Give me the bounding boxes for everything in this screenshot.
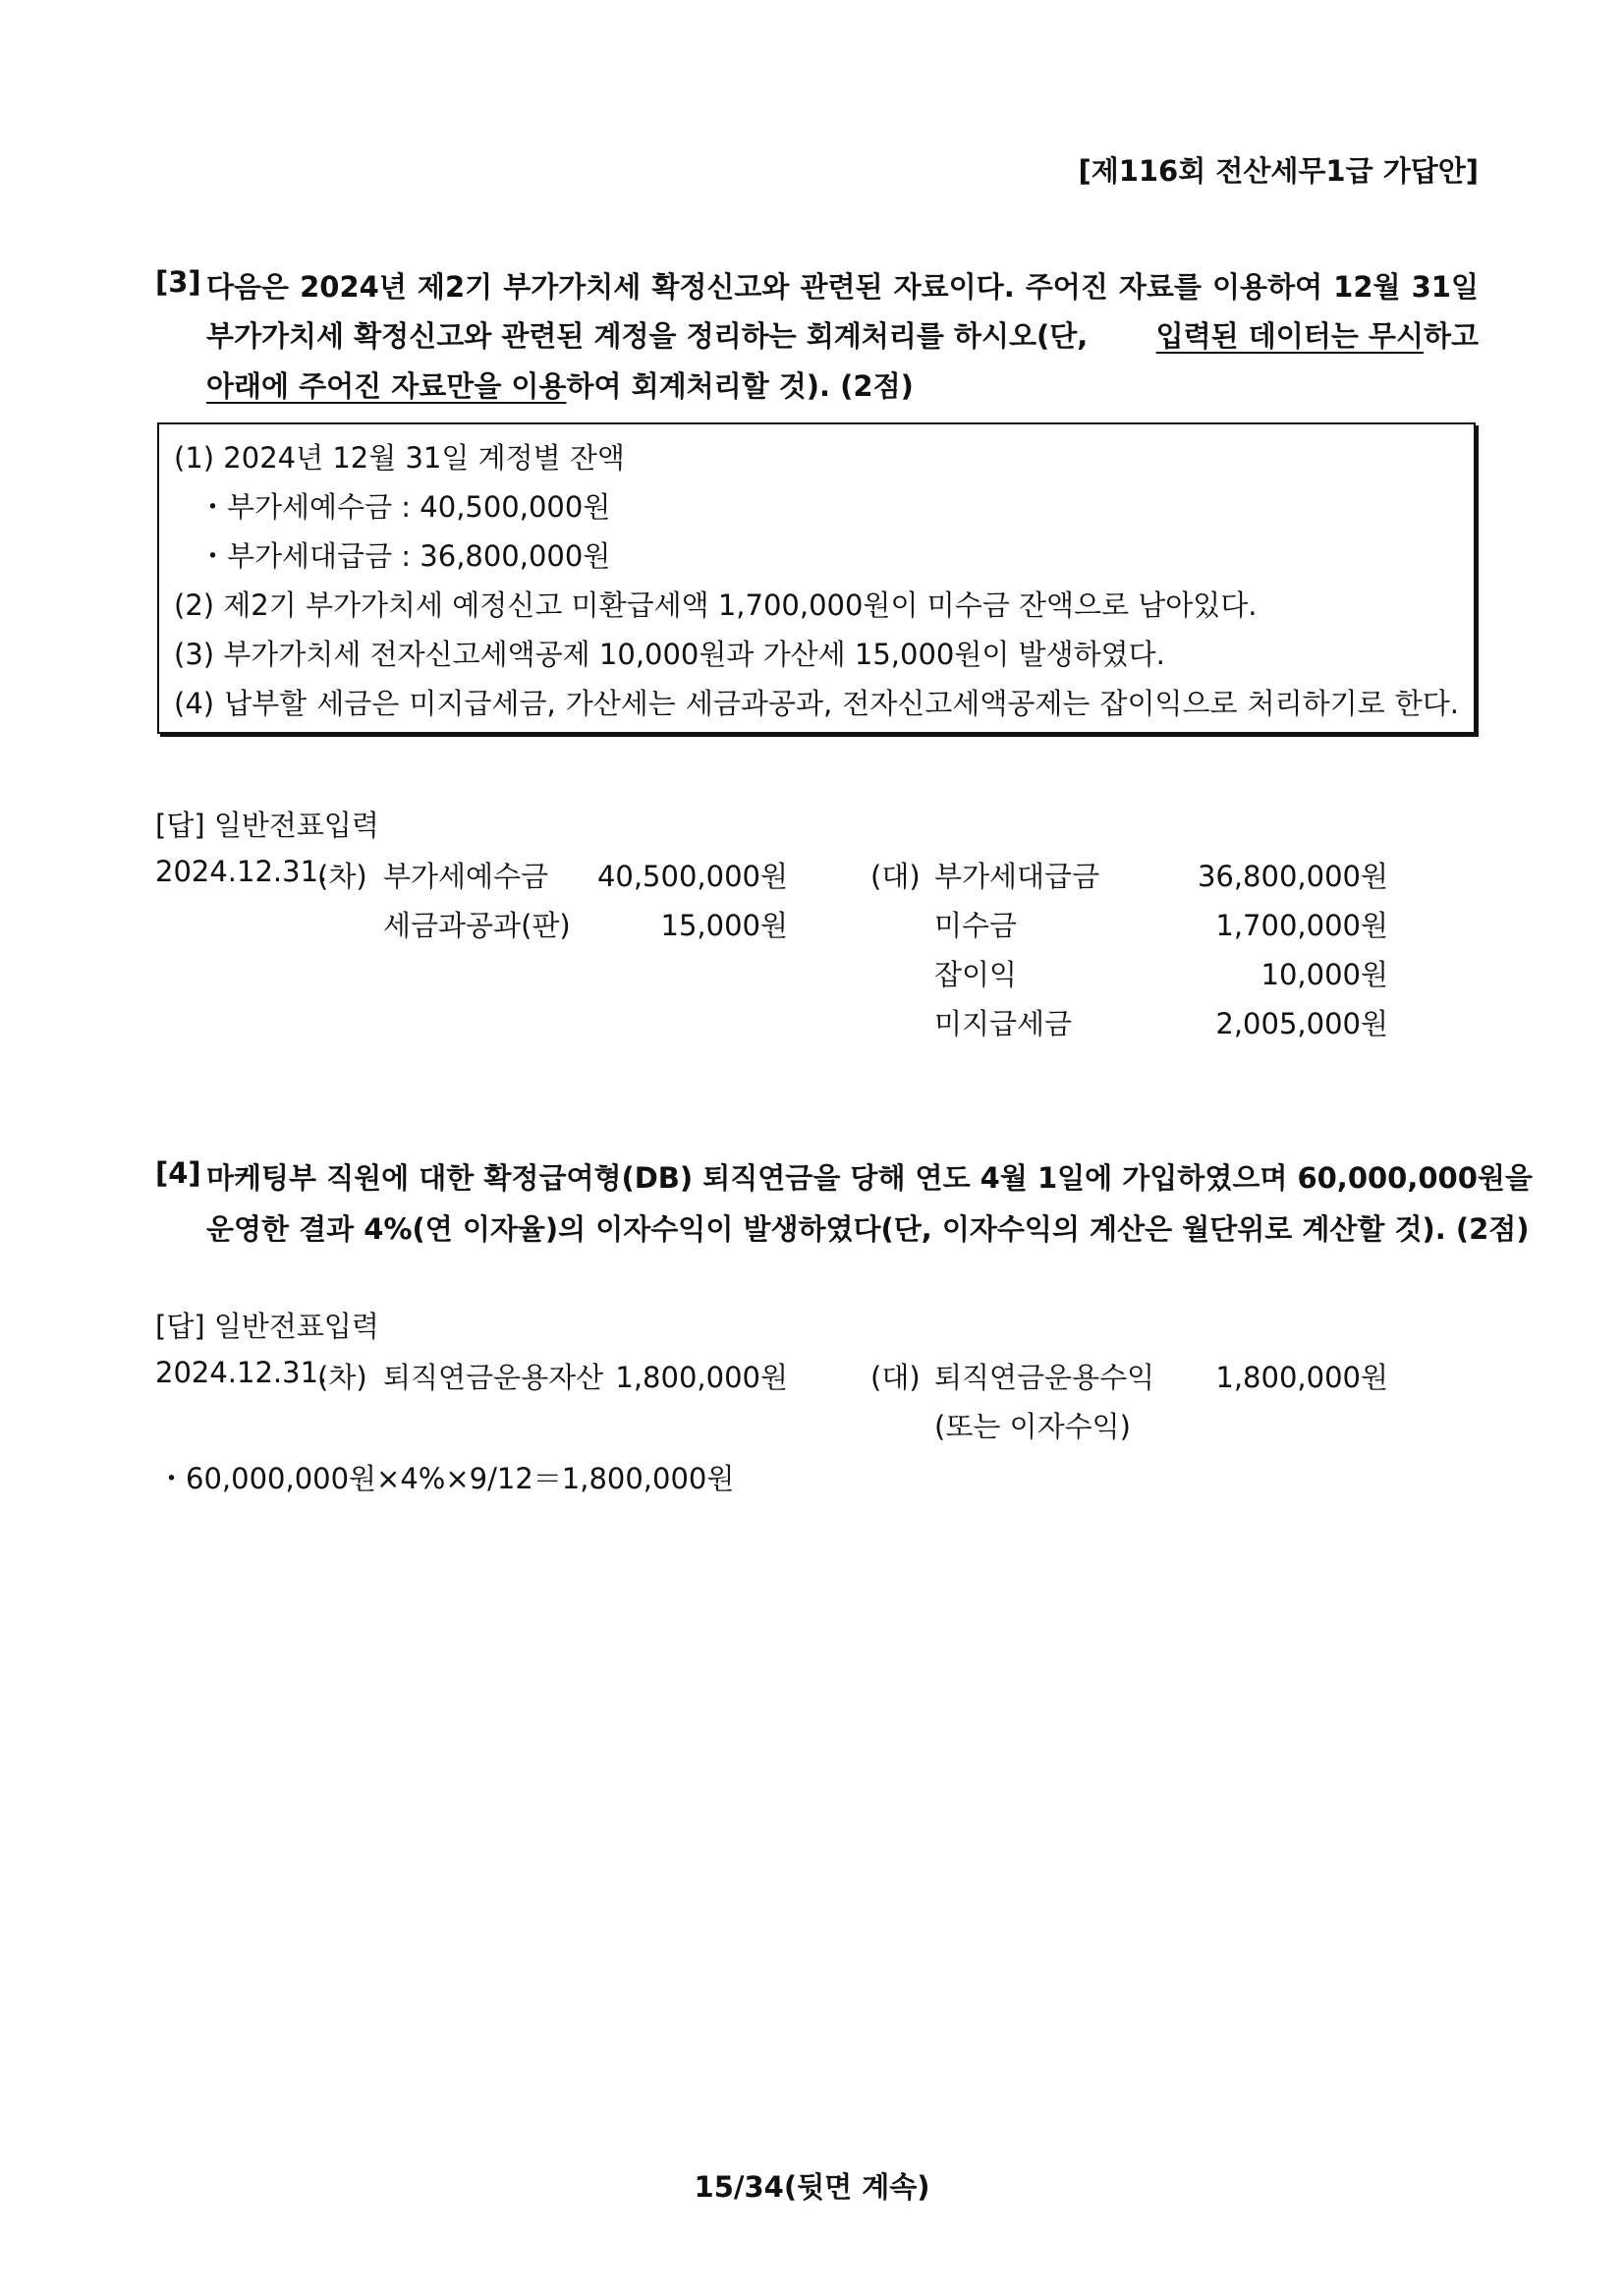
question-4-line-1: 마케팅부 직원에 대한 확정급여형(DB) 퇴직연금을 당해 연도 4월 1일에 가입하였으며 60,000,000원을 (206, 1161, 1533, 1195)
question-3-line-1: 다음은 2024년 제2기 부가가치세 확정신고와 관련된 자료이다. 주어진 자료를 이용하여 12월 31일 (206, 270, 1479, 304)
answer-3-debit-amount-2: 15,000원 (660, 909, 788, 942)
question-3-line-2 (206, 314, 1479, 355)
answer-3-label: [답] 일반전표입력 (155, 809, 379, 842)
question-4-line-2: 운영한 결과 4%(연 이자율)의 이자수익이 발생하였다(단, 이자수익의 계산은 월단위로 계산할 것). (2점) (206, 1212, 1530, 1246)
answer-4-debit-mark: (차) (317, 1361, 367, 1394)
answer-3-credit-account-1: 부가세대급금 (934, 860, 1100, 893)
answer-4-debit-amount: 1,800,000원 (615, 1361, 788, 1394)
question-3-underline-1: 입력된 데이터는 무시 (1155, 319, 1424, 353)
answer-3-credit-mark: (대) (870, 860, 921, 893)
question-3-line-2a: 부가가치세 확정신고와 관련된 계정을 정리하는 회계처리를 하시오(단, (206, 319, 1089, 353)
answer-3-date: 2024.12.31. (155, 855, 328, 888)
question-3-line-3b: 하여 회계처리할 것). (2점) (566, 369, 914, 403)
answer-4-credit-note: (또는 이자수익) (934, 1410, 1131, 1443)
answer-3-credit-account-4: 미지급세금 (934, 1007, 1073, 1040)
question-4-number: [4] (155, 1156, 201, 1190)
box-item-1: (1) 2024년 12월 31일 계정별 잔액 (174, 441, 625, 475)
answer-3-debit-account-2: 세금과공과(판) (383, 909, 571, 942)
box-item-4: (4) 납부할 세금은 미지급세금, 가산세는 세금과공과, 전자신고세액공제는 잡이익으로 처리하기로 한다. (174, 687, 1459, 720)
question-3-line-3 (206, 364, 914, 405)
answer-4-label: [답] 일반전표입력 (155, 1310, 379, 1343)
answer-4-credit-mark: (대) (870, 1361, 921, 1394)
answer-3-credit-account-2: 미수금 (934, 909, 1018, 942)
answer-4-calculation: ・60,000,000원×4%×9/12＝1,800,000원 (157, 1462, 735, 1495)
answer-3-credit-amount-1: 36,800,000원 (1197, 860, 1388, 893)
box-item-3: (3) 부가가치세 전자신고세액공제 10,000원과 가산세 15,000원이 발생하였다. (174, 638, 1165, 671)
question-3-underline-2: 아래에 주어진 자료만을 이용 (206, 369, 567, 403)
answer-3-credit-amount-3: 10,000원 (1260, 958, 1388, 991)
box-bullet-1: ・부가세예수금 : 40,500,000원 (198, 490, 611, 524)
answer-4-credit-account: 퇴직연금운용수익 (934, 1361, 1155, 1394)
answer-3-debit-account-1: 부가세예수금 (383, 860, 549, 893)
answer-4-debit-account: 퇴직연금운용자산 (383, 1361, 604, 1394)
answer-3-credit-amount-4: 2,005,000원 (1215, 1007, 1388, 1040)
answer-3-debit-amount-1: 40,500,000원 (596, 860, 788, 893)
answer-4-credit-amount: 1,800,000원 (1215, 1361, 1388, 1394)
box-item-2: (2) 제2기 부가가치세 예정신고 미환급세액 1,700,000원이 미수금 잔액으로 남아있다. (174, 588, 1258, 622)
answer-3-credit-amount-2: 1,700,000원 (1215, 909, 1388, 942)
answer-4-date: 2024.12.31. (155, 1356, 328, 1389)
page-footer: 15/34(뒷면 계속) (694, 2170, 930, 2204)
question-3-line-2c: 하고 (1423, 319, 1479, 353)
box-bullet-2: ・부가세대급금 : 36,800,000원 (198, 539, 611, 573)
question-3-data-box (157, 422, 1476, 734)
answer-3-credit-account-3: 잡이익 (934, 958, 1018, 991)
question-3-line-2-tail (1156, 314, 1479, 355)
page-header: [제116회 전산세무1급 가답안] (1078, 154, 1479, 188)
answer-3-debit-mark: (차) (317, 860, 367, 893)
question-3-number: [3] (155, 265, 201, 299)
